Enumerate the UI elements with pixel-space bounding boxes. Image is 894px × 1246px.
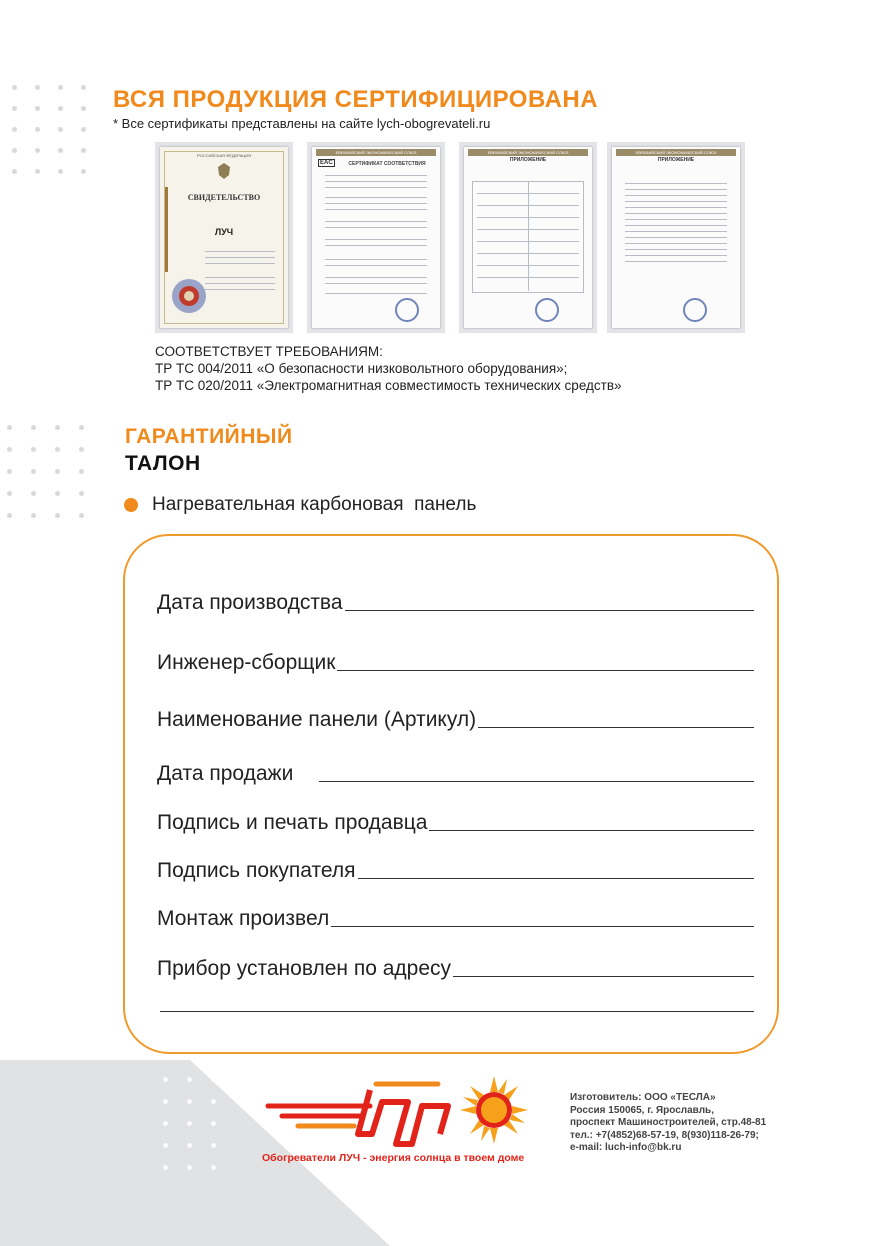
compliance-line-1: ТР ТС 004/2011 «О безопасности низковольтного оборудования»; — [155, 361, 568, 376]
field-line — [478, 727, 754, 728]
certificate-4-title: ПРИЛОЖЕНИЕ — [657, 157, 695, 163]
field-line — [331, 926, 754, 927]
field-label: Дата продажи — [157, 762, 305, 785]
certificate-1-word: ЛУЧ — [214, 227, 234, 237]
luch-logo — [262, 1070, 532, 1152]
field-line — [358, 878, 755, 879]
field-label: Прибор установлен по адресу — [157, 957, 452, 980]
manufacturer-info — [570, 1092, 766, 1155]
stamp-icon — [394, 297, 420, 323]
field-label: Монтаж произвел — [157, 907, 330, 930]
maker-line-5: e-mail: luch-info@bk.ru — [570, 1142, 682, 1153]
field-install-address[interactable] — [157, 951, 754, 981]
emblem-icon — [214, 161, 234, 181]
footer-slogan: Обогреватели ЛУЧ - энергия солнца в твоем доме — [262, 1152, 525, 1164]
field-label: Подпись покупателя — [157, 859, 356, 882]
field-line — [453, 976, 754, 977]
certificate-image-appendix-2 — [607, 142, 745, 333]
field-line — [337, 670, 754, 671]
field-production-date[interactable] — [157, 585, 754, 615]
field-panel-name[interactable] — [157, 702, 754, 732]
field-line — [429, 830, 754, 831]
certificate-1-top: РОССИЙСКАЯ ФЕДЕРАЦИЯ — [197, 153, 251, 158]
field-installer[interactable] — [157, 901, 754, 931]
certificate-image-conformity — [307, 142, 445, 333]
certificate-3-top: ЕВРАЗИЙСКИЙ ЭКОНОМИЧЕСКИЙ СОЮЗ — [468, 149, 588, 156]
bullet-icon — [124, 498, 138, 512]
certificate-3-title: ПРИЛОЖЕНИЕ — [509, 157, 547, 163]
compliance-block — [155, 343, 622, 394]
field-line — [345, 610, 754, 611]
stamp-icon — [534, 297, 560, 323]
field-seller-signature[interactable] — [157, 805, 754, 835]
maker-line-4: тел.: +7(4852)68-57-19, 8(930)118-26-79; — [570, 1129, 759, 1141]
compliance-heading: СООТВЕТСТВУЕТ ТРЕБОВАНИЯМ: — [155, 344, 383, 359]
warranty-title-line-1: ГАРАНТИЙНЫЙ — [125, 425, 293, 448]
field-line — [319, 781, 754, 782]
seal-icon — [170, 277, 208, 315]
field-label: Наименование панели (Артикул) — [157, 708, 477, 731]
certificate-4-top: ЕВРАЗИЙСКИЙ ЭКОНОМИЧЕСКИЙ СОЮЗ — [616, 149, 736, 156]
maker-line-2: Россия 150065, г. Ярославль, — [570, 1104, 714, 1116]
field-label: Подпись и печать продавца — [157, 811, 428, 834]
certificate-2-title: СЕРТИФИКАТ СООТВЕТСТВИЯ — [348, 161, 426, 167]
address-continuation-line[interactable] — [160, 1011, 754, 1012]
field-sale-date[interactable] — [157, 756, 754, 786]
field-assembly-engineer[interactable] — [157, 645, 754, 675]
maker-line-1: Изготовитель: ООО «ТЕСЛА» — [570, 1092, 716, 1103]
field-buyer-signature[interactable] — [157, 853, 754, 883]
stamp-icon — [682, 297, 708, 323]
maker-line-3: проспект Машиностроителей, стр.48-81 — [570, 1117, 767, 1128]
certificate-1-title: СВИДЕТЕЛЬСТВО — [187, 193, 261, 202]
warranty-title-line-2: ТАЛОН — [125, 452, 201, 475]
certificate-2-top: ЕВРАЗИЙСКИЙ ЭКОНОМИЧЕСКИЙ СОЮЗ — [316, 149, 436, 156]
certificates-heading: ВСЯ ПРОДУКЦИЯ СЕРТИФИЦИРОВАНА — [113, 86, 599, 113]
compliance-line-2: ТР ТС 020/2011 «Электромагнитная совместимость технических средств» — [155, 378, 622, 393]
product-name: Нагревательная карбоновая панель — [152, 494, 477, 515]
field-label: Инженер-сборщик — [157, 651, 336, 674]
certificate-2-mark: EAC — [320, 160, 333, 166]
certificates-note: * Все сертификаты представлены на сайте lych-obogrevateli.ru — [113, 116, 491, 131]
certificate-image-trademark — [155, 142, 293, 333]
field-label: Дата производства — [157, 591, 343, 614]
certificate-image-appendix-1 — [459, 142, 597, 333]
